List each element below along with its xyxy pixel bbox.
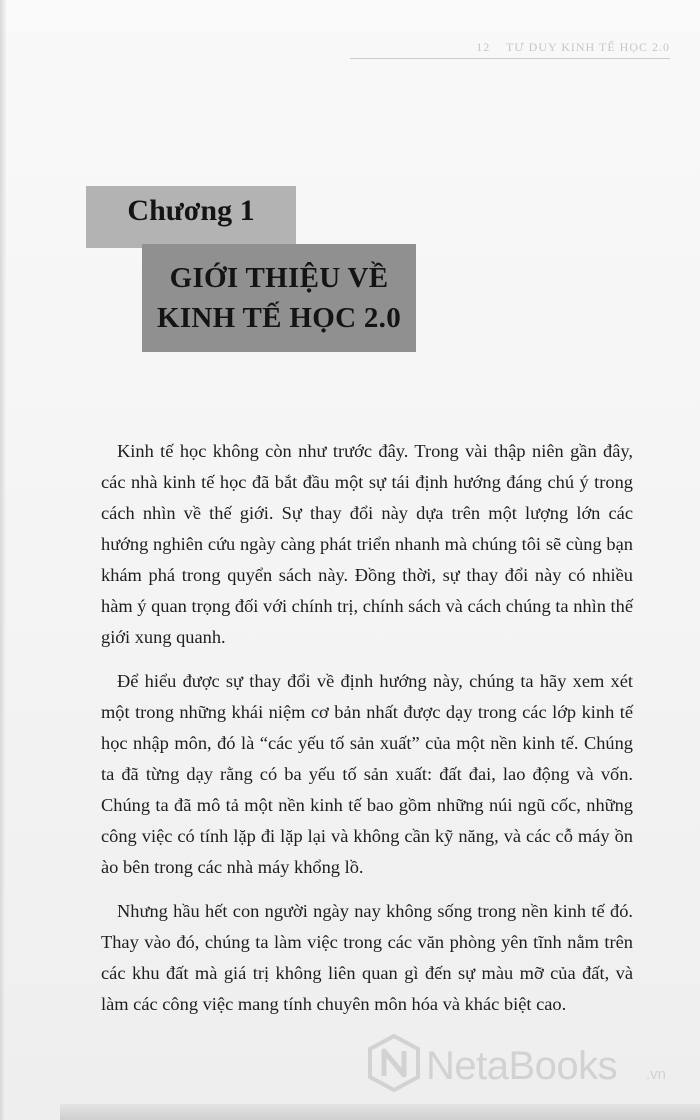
chapter-title-box (142, 244, 416, 352)
netabooks-logo-icon (368, 1034, 420, 1092)
running-header: TƯ DUY KINH TẾ HỌC 2.0 (506, 40, 670, 54)
watermark-suffix: .vn (646, 1066, 667, 1083)
chapter-title-line-2: KINH TẾ HỌC 2.0 (156, 302, 402, 334)
netabooks-watermark (360, 1028, 690, 1100)
page-gutter-shadow (0, 0, 6, 1120)
body-paragraph-3: Nhưng hầu hết con người ngày nay không sống trong nền kinh tế đó. Thay vào đó, chúng ta làm việc trong các văn phòng yên tĩnh nằm trên các khu đất mà giá trị không liên quan gì đến sự màu mỡ của đất, và làm các công việc mang tính chuyên môn hóa và khác biệt cao. (101, 901, 633, 1014)
chapter-label: Chương 1 (127, 194, 255, 227)
show-through-header (340, 40, 670, 55)
body-paragraph-2: Để hiểu được sự thay đổi về định hướng này, chúng ta hãy xem xét một trong những khái niệm cơ bản nhất được dạy trong các lớp kinh tế học nhập môn, đó là “các yếu tố sản xuất” của một nền kinh tế. Chúng ta đã từng dạy rằng có ba yếu tố sản xuất: đất đai, lao động và vốn. Chúng ta đã mô tả một nền kinh tế bao gồm những núi ngũ cốc, những công việc có tính lặp đi lặp lại và không cần kỹ năng, và các cỗ máy ồn ào bên trong các nhà máy khổng lồ. (101, 671, 633, 877)
watermark-brand: NetaBooks (426, 1044, 618, 1088)
chapter-body (101, 436, 633, 1033)
page-bottom-edge (60, 1104, 700, 1120)
page-number: 12 (476, 40, 491, 54)
body-paragraph-1: Kinh tế học không còn như trước đây. Trong vài thập niên gần đây, các nhà kinh tế học đã bắt đầu một sự tái định hướng đáng chú ý trong cách nhìn về thế giới. Sự thay đổi này dựa trên một lượng lớn các hướng nghiên cứu ngày càng phát triển nhanh mà chúng tôi sẽ cùng bạn khám phá trong quyển sách này. Đồng thời, sự thay đổi này có nhiều hàm ý quan trọng đối với chính trị, chính sách và cách chúng ta nhìn thế giới xung quanh. (101, 441, 633, 647)
chapter-title-line-1: GIỚI THIỆU VỀ (169, 262, 389, 294)
